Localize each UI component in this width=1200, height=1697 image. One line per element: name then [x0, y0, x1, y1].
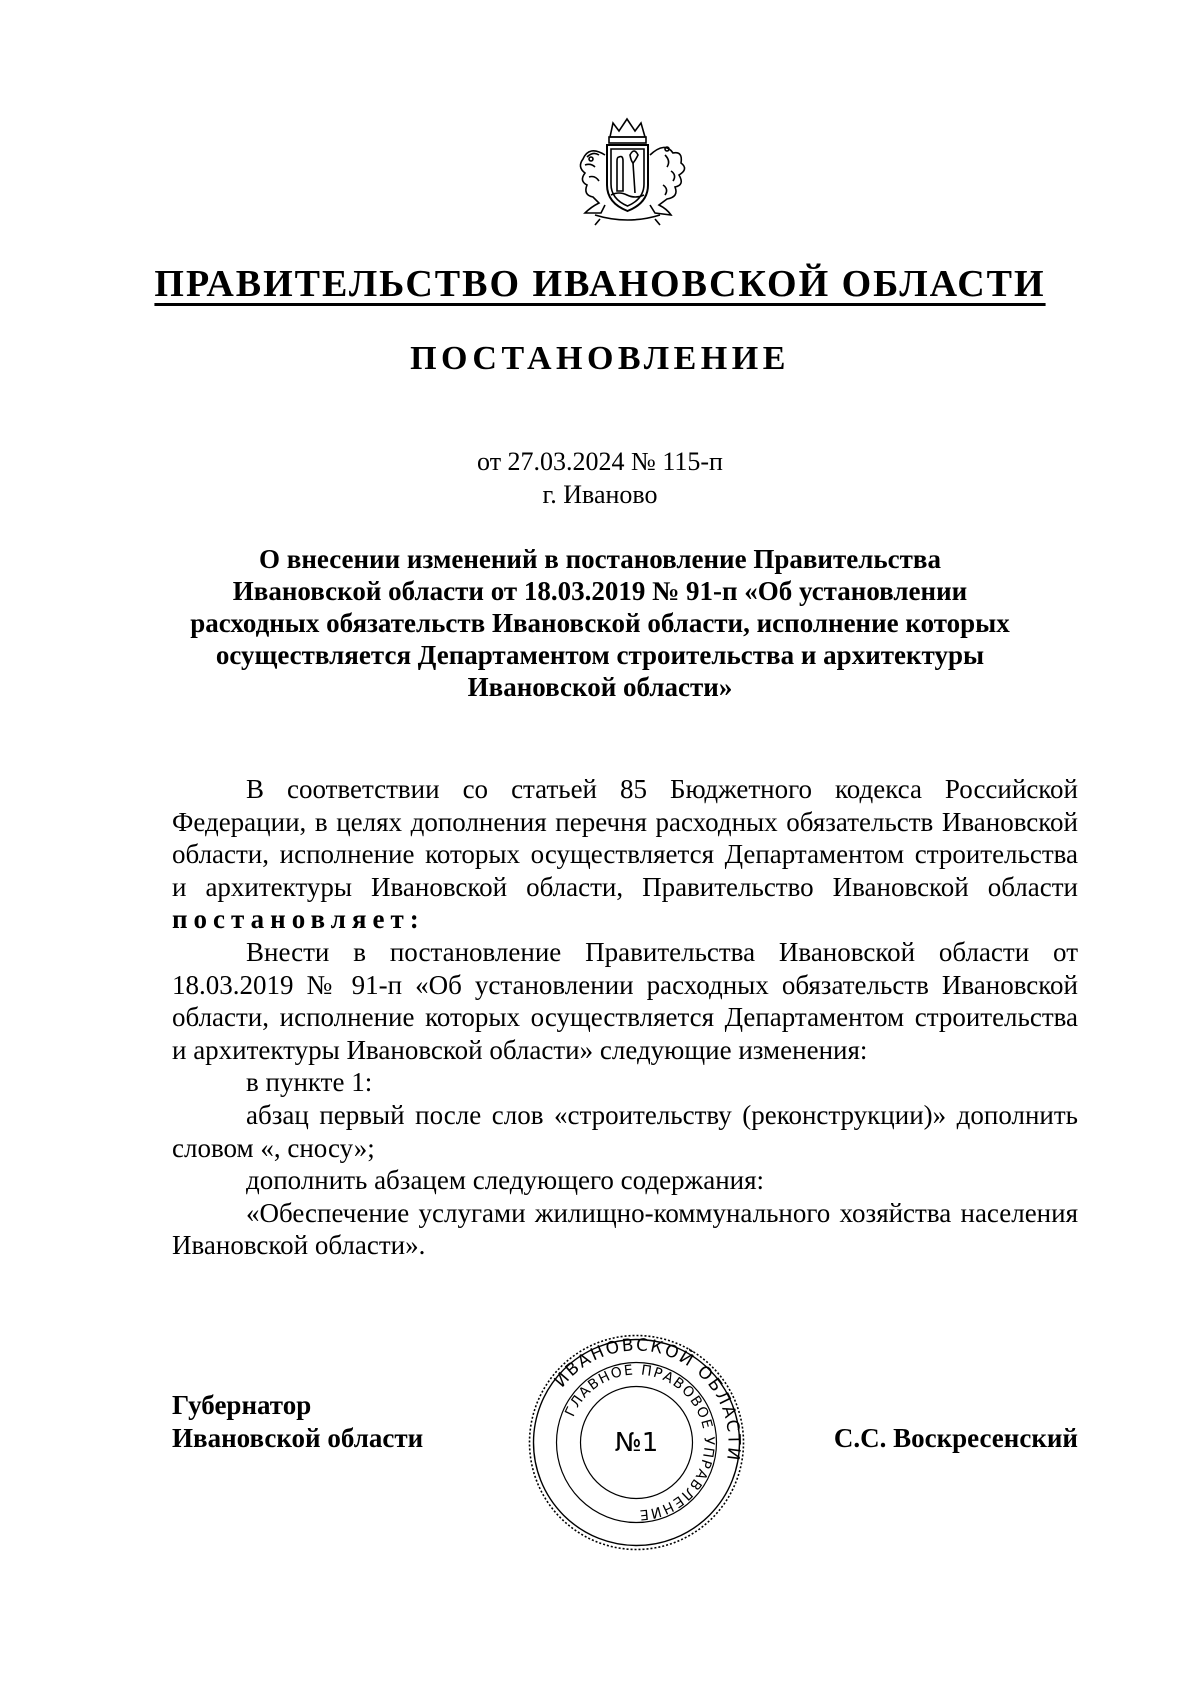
- body-paragraph-preamble: [172, 773, 1078, 936]
- document-title: [150, 543, 1050, 703]
- seal-number: №1: [614, 1428, 659, 1458]
- coat-of-arms-emblem: [555, 115, 700, 227]
- title-line: расходных обязательств Ивановской области, исполнение которых: [190, 608, 1010, 638]
- signatory-name: С.С. Воскресенский: [833, 1423, 1078, 1453]
- seal-inner-text: ГЛАВНОЕ ПРАВОВОЕ УПРАВЛЕНИЕ: [562, 1362, 717, 1523]
- body-paragraph-clause: в пункте 1:: [246, 1067, 373, 1098]
- document-body: [172, 773, 1078, 1262]
- body-paragraph-change-1: абзац первый после слов «строительству (реконструкции)» дополнить словом «, сносу»;: [172, 1099, 1078, 1163]
- title-line: осуществляется Департаментом строительства и архитектуры: [215, 640, 985, 670]
- document-date-number: от 27.03.2024 № 115-п: [477, 447, 723, 476]
- title-line: О внесении изменений в постановление Правительства: [259, 544, 941, 574]
- body-paragraph-quote: «Обеспечение услугами жилищно-коммунального хозяйства населения Ивановской области».: [172, 1197, 1078, 1261]
- title-line: Ивановской области от 18.03.2019 № 91-п «Об установлении: [232, 576, 968, 606]
- organization-heading: ПРАВИТЕЛЬСТВО ИВАНОВСКОЙ ОБЛАСТИ: [154, 263, 1046, 305]
- signatory-position-line: Ивановской области: [172, 1423, 424, 1453]
- document-city: г. Иваново: [542, 480, 658, 509]
- signatory-position-line: Губернатор: [172, 1390, 312, 1420]
- signatory-position: [172, 1389, 423, 1455]
- body-paragraph-amendment: Внести в постановление Правительства Ивановской области от 18.03.2019 № 91-п «Об установлении расходных обязательств Ивановской области, исполнение которых осуществляется Департаментом строительства и архитектуры Ивановской области» следующие изменения:: [172, 936, 1078, 1065]
- body-paragraph-change-2: дополнить абзацем следующего содержания:: [246, 1165, 765, 1196]
- document-type-heading: ПОСТАНОВЛЕНИЕ: [410, 340, 790, 377]
- title-line: Ивановской области»: [467, 672, 733, 702]
- official-seal-stamp: [527, 1333, 746, 1552]
- preamble-text: В соответствии со статьей 85 Бюджетного кодекса Российской Федерации, в целях дополнения перечня расходных обязательств Ивановской области, исполнение которых осуществляется Департаментом строительства и архитектуры Ивановской области, Правительство Ивановской области: [172, 774, 1078, 902]
- seal-outer-text: ИВАНОВСКОЙ ОБЛАСТИ: [550, 1335, 744, 1464]
- decree-keyword: постановляет:: [172, 904, 425, 935]
